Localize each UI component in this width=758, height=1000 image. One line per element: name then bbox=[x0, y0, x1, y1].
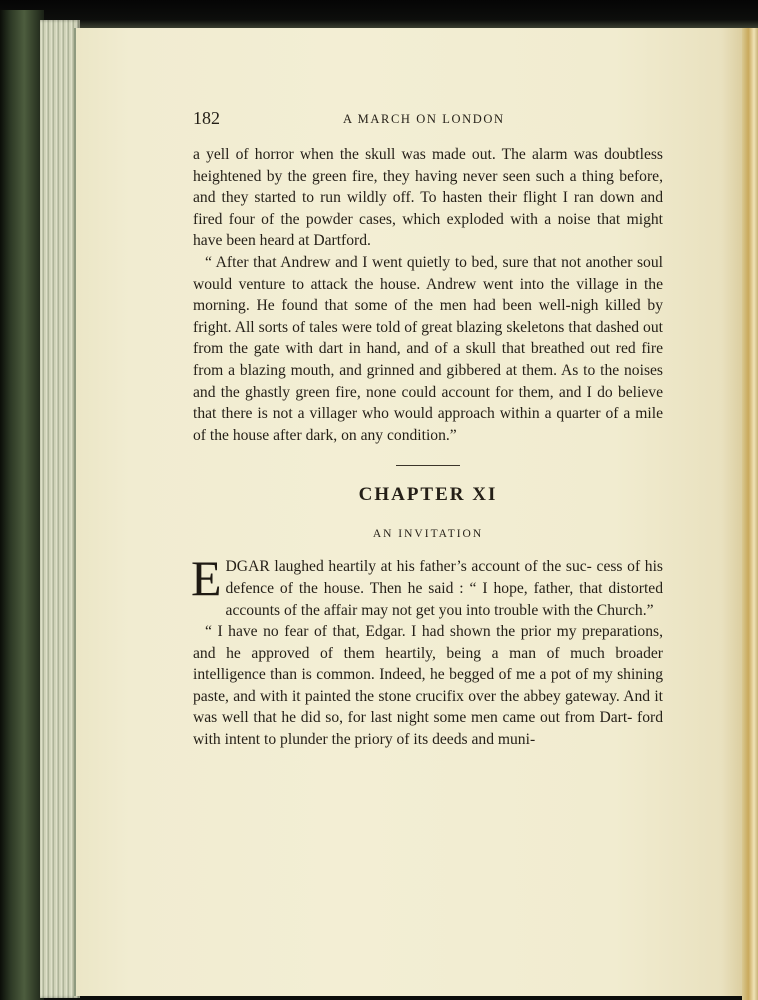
section-rule bbox=[396, 465, 460, 466]
paragraph-4: “ I have no fear of that, Edgar. I had shown the prior my preparations, and he approved of them heartily, being a man of much broader intelligence than is common. Indeed, he begged of me a pot of my shining paste, and with it painted the stone crucifix over the abbey gateway. And it was well that he did so, for last night some men came out from Dart- ford with intent to plunder the priory of its deeds and muni- bbox=[193, 623, 663, 749]
running-title: A MARCH ON LONDON bbox=[343, 112, 505, 126]
page-number: 182 bbox=[193, 108, 220, 128]
text-block bbox=[193, 108, 663, 751]
drop-cap: E bbox=[191, 550, 222, 607]
page-edges-right bbox=[742, 28, 758, 1000]
chapter-subtitle: AN INVITATION bbox=[372, 528, 484, 541]
paragraph-3 bbox=[191, 550, 663, 621]
chapter-heading: CHAPTER XI bbox=[358, 484, 498, 506]
paragraph-2: “ After that Andrew and I went quietly to bed, sure that not another soul would venture to attack the house. Andrew went into the village in the morning. He found that some of the men had been well-nigh killed by fright. All sorts of tales were told of great blazing skeletons that dashed out from the gate with dart in hand, and of a skull that breathed out red fire from a blazing mouth, and grinned and gibbered at them. As to the noises and the ghastly green fire, none could account for them, and I do believe that there is not a villager who would approach within a quarter of a mile of the house after dark, on any condition.” bbox=[193, 253, 663, 444]
book-binding bbox=[0, 10, 44, 1000]
paragraph-3-text: DGAR laughed heartily at his father’s account of the suc- cess of his defence of the house. Then he said : “ I hope, father, that distorted accounts of the affair may not get you into trouble with the Church.” bbox=[225, 558, 663, 619]
running-head bbox=[193, 108, 663, 132]
background-top bbox=[0, 0, 758, 28]
paragraph-1: a yell of horror when the skull was made out. The alarm was doubtless heightened by the green fire, they having never seen such a thing before, and they started to run wildly off. To hasten their flight I ran down and fired four of the powder cases, which exploded with a noise that might have been heard at Dartford. bbox=[193, 146, 663, 250]
